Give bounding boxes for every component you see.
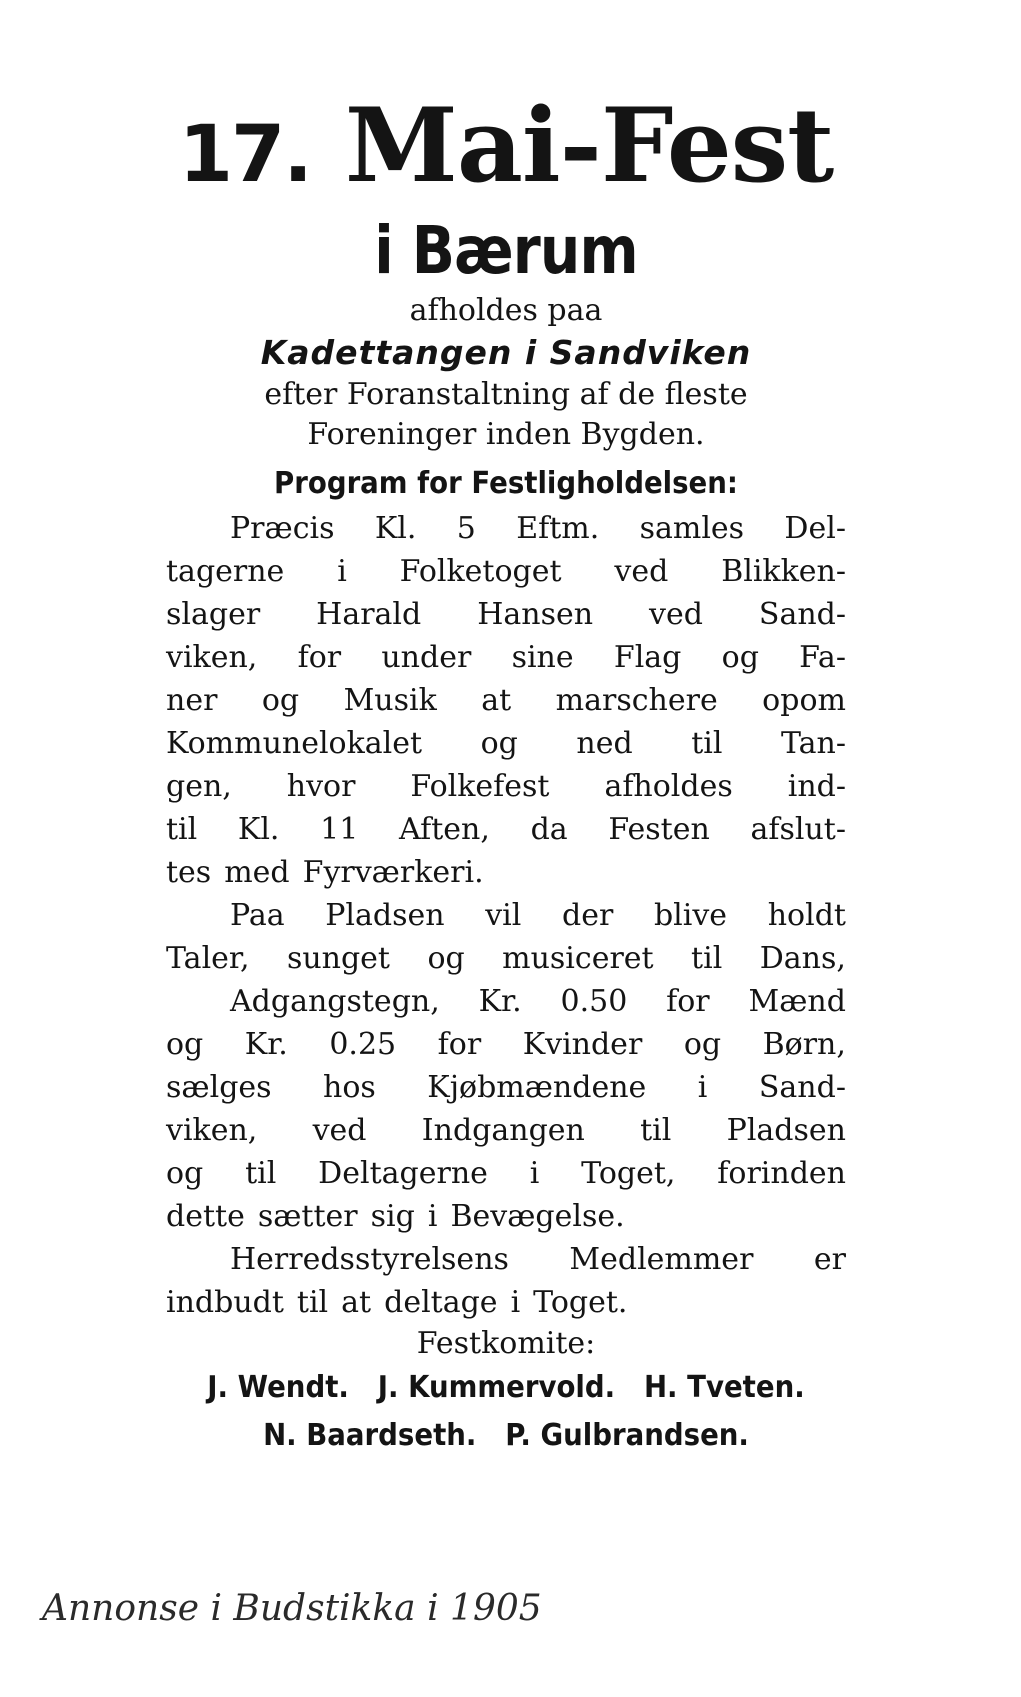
word: gen,	[166, 769, 232, 804]
word: indbudt	[166, 1285, 284, 1320]
word: og	[261, 683, 300, 718]
word: Pladsen	[726, 1113, 846, 1148]
text-line	[166, 1195, 846, 1238]
word: marschere	[555, 683, 718, 718]
word: til	[640, 1113, 672, 1148]
word: ved	[649, 597, 703, 632]
word: og	[166, 1156, 204, 1191]
title-event: Mai-Fest	[344, 86, 834, 206]
word: Folkefest	[410, 769, 550, 804]
word: Sand-	[758, 1070, 846, 1105]
word: 5	[456, 511, 476, 546]
word: Folketoget	[399, 554, 562, 589]
word: sunget	[286, 941, 390, 976]
word: Toget,	[581, 1156, 676, 1191]
text-line	[166, 636, 846, 679]
word: for	[666, 984, 710, 1019]
word: at	[481, 683, 512, 718]
ad-title	[166, 86, 846, 215]
text-line	[166, 765, 846, 808]
text-line	[166, 1066, 846, 1109]
word: Kjøbmændene	[427, 1070, 647, 1105]
word: Deltagerne	[318, 1156, 488, 1191]
intro-line: afholdes paa	[409, 293, 603, 328]
image-caption: Annonse i Budstikka i 1905	[42, 1588, 542, 1629]
word: sig	[370, 1199, 415, 1234]
word: 0.25	[329, 1027, 397, 1062]
word: Eftm.	[516, 511, 600, 546]
word: er	[813, 1242, 846, 1277]
word: med	[224, 855, 290, 890]
word: dette	[166, 1199, 245, 1234]
word: afslut-	[750, 812, 846, 847]
word: holdt	[767, 898, 846, 933]
word: og	[721, 640, 759, 675]
word: Toget.	[533, 1285, 628, 1320]
word: Musik	[343, 683, 437, 718]
word: Dans,	[759, 941, 846, 976]
word: hos	[323, 1070, 376, 1105]
word: til	[296, 1285, 329, 1320]
word: forinden	[717, 1156, 846, 1191]
word: ned	[576, 726, 633, 761]
word: Indgangen	[421, 1113, 585, 1148]
word: i	[697, 1070, 708, 1105]
word: til	[245, 1156, 277, 1191]
venue-name: Kadettangen i Sandviken	[260, 333, 752, 372]
word: hvor	[286, 769, 356, 804]
word: under	[381, 640, 472, 675]
word: Blikken-	[721, 554, 846, 589]
word: Tan-	[780, 726, 846, 761]
text-line	[166, 1152, 846, 1195]
text-line	[166, 980, 846, 1023]
word: ved	[312, 1113, 367, 1148]
word: Sand-	[758, 597, 846, 632]
ad-subtitle: i Bærum	[374, 212, 638, 289]
word: til	[691, 941, 723, 976]
word: Del-	[784, 511, 846, 546]
word: ind-	[787, 769, 846, 804]
word: Flag	[613, 640, 682, 675]
word: Hansen	[477, 597, 594, 632]
word: viken,	[166, 640, 258, 675]
word: 0.50	[560, 984, 628, 1019]
word: Bevægelse.	[450, 1199, 625, 1234]
word: Adgangstegn,	[230, 984, 440, 1019]
word: viken,	[166, 1113, 258, 1148]
text-line	[166, 679, 846, 722]
text-line	[166, 507, 846, 550]
word: Fyrværkeri.	[302, 855, 484, 890]
word: afholdes	[604, 769, 733, 804]
committee-heading: Festkomite:	[416, 1326, 596, 1361]
word: 11	[320, 812, 359, 847]
word: Pladsen	[325, 898, 445, 933]
word: musiceret	[502, 941, 654, 976]
word: sine	[511, 640, 574, 675]
word: Paa	[230, 898, 285, 933]
word: Medlemmer	[569, 1242, 754, 1277]
word: i	[529, 1156, 540, 1191]
word: blive	[653, 898, 728, 933]
word: Fa-	[799, 640, 846, 675]
word: og	[166, 1027, 204, 1062]
word: og	[427, 941, 465, 976]
word: Mænd	[748, 984, 846, 1019]
word: Kl.	[374, 511, 417, 546]
committee-row: J. Wendt. J. Kummervold. H. Tveten.	[207, 1370, 805, 1405]
committee-row: N. Baardseth. P. Gulbrandsen.	[263, 1418, 749, 1453]
word: Kl.	[237, 812, 280, 847]
word: Kvinder	[522, 1027, 643, 1062]
word: for	[437, 1027, 482, 1062]
word: da	[530, 812, 568, 847]
word: Kr.	[244, 1027, 288, 1062]
word: Taler,	[166, 941, 250, 976]
word: tagerne	[166, 554, 285, 589]
word: Festen	[608, 812, 710, 847]
program-heading: Program for Festligholdelsen:	[274, 466, 738, 501]
paragraph-speeches	[166, 894, 846, 980]
text-line	[166, 1109, 846, 1152]
word: Kr.	[478, 984, 522, 1019]
word: deltage	[384, 1285, 498, 1320]
word: og	[683, 1027, 722, 1062]
word: sælges	[166, 1070, 272, 1105]
word: ner	[166, 683, 218, 718]
text-line	[166, 1281, 846, 1324]
word: og	[480, 726, 518, 761]
paragraph-procession	[166, 507, 846, 894]
word: i	[337, 554, 347, 589]
organizer-line-2: Foreninger inden Bygden.	[307, 417, 705, 452]
word: slager	[166, 597, 261, 632]
word: Præcis	[230, 511, 335, 546]
word: sætter	[257, 1199, 358, 1234]
word: til	[691, 726, 723, 761]
word: at	[341, 1285, 372, 1320]
word: ved	[614, 554, 669, 589]
word: for	[297, 640, 342, 675]
text-line	[166, 593, 846, 636]
organizer-line-1: efter Foranstaltning af de fleste	[264, 377, 748, 412]
paragraph-invitation	[166, 1238, 846, 1324]
text-line	[166, 808, 846, 851]
word: Aften,	[399, 812, 490, 847]
committee-names	[193, 1364, 819, 1460]
text-line	[166, 722, 846, 765]
text-line	[166, 851, 846, 894]
paragraph-tickets	[166, 980, 846, 1238]
word: samles	[639, 511, 745, 546]
text-line	[166, 937, 846, 980]
word: tes	[166, 855, 212, 890]
word: Harald	[316, 597, 422, 632]
word: Kommunelokalet	[166, 726, 423, 761]
title-number: 17.	[178, 110, 311, 200]
newspaper-advertisement	[166, 86, 846, 1460]
word: i	[427, 1199, 438, 1234]
text-line	[166, 550, 846, 593]
word: der	[562, 898, 614, 933]
program-text	[166, 507, 846, 1324]
text-line	[166, 1023, 846, 1066]
text-line	[166, 1238, 846, 1281]
word: Børn,	[762, 1027, 846, 1062]
text-line	[166, 894, 846, 937]
word: til	[166, 812, 198, 847]
word: i	[510, 1285, 521, 1320]
word: opom	[762, 683, 846, 718]
word: vil	[485, 898, 522, 933]
word: Herredsstyrelsens	[230, 1242, 509, 1277]
